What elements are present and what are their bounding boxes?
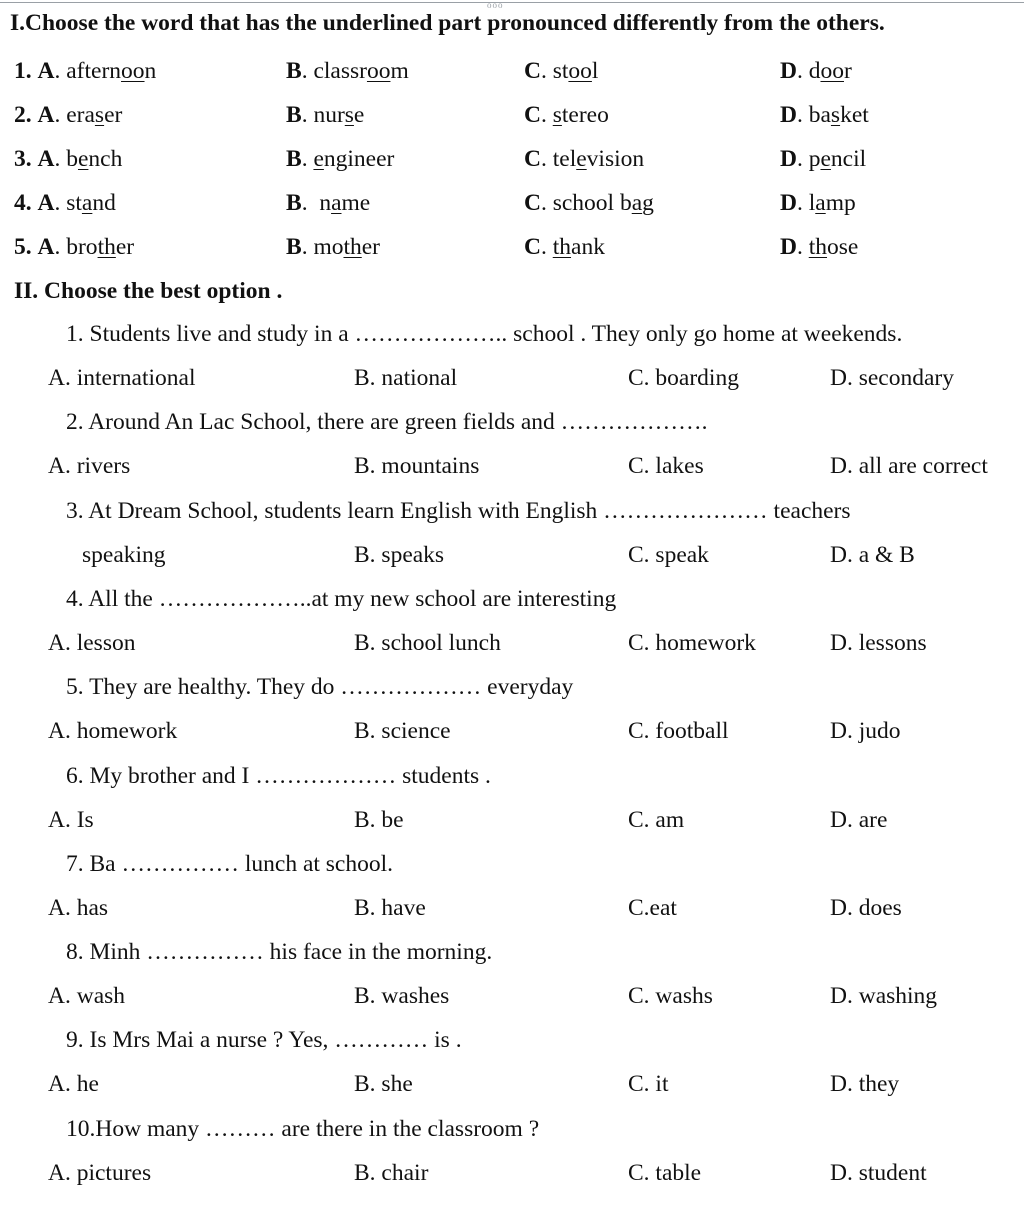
pron-option-c: C. thank bbox=[524, 234, 605, 260]
option: A. Is bbox=[48, 806, 94, 833]
word-part: r bbox=[843, 58, 852, 84]
word-part: m bbox=[390, 58, 409, 84]
option: B. national bbox=[354, 365, 458, 391]
word-part: me bbox=[341, 190, 371, 216]
pron-row bbox=[0, 58, 1024, 88]
word-part: school b bbox=[552, 190, 632, 216]
pron-option-c: C. stereo bbox=[524, 102, 609, 128]
options-row bbox=[0, 895, 1024, 925]
pron-option-a: 5. A. brother bbox=[14, 234, 135, 260]
word-part: nur bbox=[313, 102, 345, 128]
word-part: ket bbox=[840, 102, 869, 128]
word-part: st bbox=[66, 190, 82, 216]
question-10: 10.How many ……… are there in the classroom ? bbox=[66, 1115, 540, 1142]
underlined-part: a bbox=[631, 190, 643, 216]
word-part: l bbox=[808, 190, 816, 216]
option-letter: D bbox=[780, 234, 797, 260]
option-letter: B bbox=[286, 58, 302, 84]
pron-option-a: 3. A. bench bbox=[14, 146, 123, 172]
underlined-part: s bbox=[552, 102, 562, 128]
question-number: 3. bbox=[14, 146, 32, 172]
pron-row bbox=[0, 190, 1024, 220]
option-letter: D bbox=[780, 190, 797, 216]
word-part: tel bbox=[552, 146, 577, 172]
underlined-part: th bbox=[343, 234, 362, 260]
option-letter: B bbox=[286, 190, 302, 216]
pron-option-b: B. name bbox=[286, 190, 371, 216]
word-part: mp bbox=[825, 190, 856, 216]
option-letter: D bbox=[780, 102, 797, 128]
option: A. pictures bbox=[48, 1159, 152, 1186]
option-letter: C bbox=[524, 58, 541, 84]
word-part: l bbox=[591, 58, 599, 84]
option: A. lesson bbox=[48, 629, 136, 656]
underlined-part: s bbox=[830, 102, 841, 128]
pron-option-d: D. pencil bbox=[780, 146, 867, 172]
word-part: ank bbox=[571, 234, 605, 260]
word-part: d bbox=[808, 58, 821, 84]
option-letter: A bbox=[37, 58, 55, 84]
question-4: 4. All the ………………..at my new school are interesting bbox=[66, 585, 617, 612]
word-part: bro bbox=[66, 234, 98, 260]
word-part: aftern bbox=[66, 58, 122, 84]
pron-option-b: B. nurse bbox=[286, 102, 365, 128]
question-number: 5. bbox=[14, 234, 32, 260]
option: C. it bbox=[628, 1071, 669, 1098]
word-part: er bbox=[104, 102, 123, 128]
question-6: 6. My brother and I ……………… students . bbox=[66, 762, 491, 789]
options-row bbox=[0, 1071, 1024, 1101]
word-part: mo bbox=[313, 234, 344, 260]
word-part: n bbox=[313, 190, 332, 216]
option-letter: D bbox=[780, 58, 797, 84]
pron-option-c: C. school bag bbox=[524, 190, 654, 216]
option: C. boarding bbox=[628, 365, 739, 391]
underlined-part: e bbox=[820, 146, 831, 172]
question-3: 3. At Dream School, students learn English with English ………………… teachers bbox=[66, 497, 851, 524]
question-number: 1. bbox=[14, 58, 32, 84]
option: B. mountains bbox=[354, 453, 480, 480]
option-letter: B bbox=[286, 102, 302, 128]
question-7: 7. Ba …………… lunch at school. bbox=[66, 850, 394, 877]
option: C. speak bbox=[628, 541, 709, 568]
question-number: 2. bbox=[14, 102, 32, 128]
option: D. lessons bbox=[830, 629, 927, 656]
options-row bbox=[0, 365, 1024, 395]
word-part: g bbox=[642, 190, 654, 216]
pron-option-b: B. mother bbox=[286, 234, 381, 260]
option: B. school lunch bbox=[354, 629, 501, 656]
option: B. science bbox=[354, 718, 451, 745]
underlined-part: oo bbox=[820, 58, 844, 84]
underlined-part: a bbox=[815, 190, 826, 216]
word-part: ba bbox=[808, 102, 831, 128]
question-9: 9. Is Mrs Mai a nurse ? Yes, ………… is . bbox=[66, 1027, 462, 1054]
option: B. have bbox=[354, 894, 426, 921]
option-letter: D bbox=[780, 146, 797, 172]
option: A. has bbox=[48, 894, 109, 921]
pron-option-d: D. lamp bbox=[780, 190, 856, 216]
option: B. speaks bbox=[354, 541, 445, 568]
pron-option-b: B. engineer bbox=[286, 146, 395, 172]
pron-row bbox=[0, 234, 1024, 264]
underlined-part: th bbox=[552, 234, 572, 260]
underlined-part: th bbox=[97, 234, 116, 260]
option-letter: C bbox=[524, 102, 541, 128]
word-part: ncil bbox=[830, 146, 867, 172]
pron-option-d: D. door bbox=[780, 58, 852, 84]
word-part: er bbox=[361, 234, 381, 260]
underlined-part: a bbox=[81, 190, 93, 216]
option: D. all are correct bbox=[830, 453, 988, 480]
option-letter: A bbox=[37, 190, 55, 216]
pron-option-c: C. stool bbox=[524, 58, 599, 84]
option: C. homework bbox=[628, 629, 756, 656]
option: A. rivers bbox=[48, 453, 131, 480]
underlined-part: s bbox=[344, 102, 354, 128]
header-mark: ooo bbox=[487, 0, 504, 10]
option: A. wash bbox=[48, 983, 126, 1010]
question-5: 5. They are healthy. They do ……………… everyday bbox=[66, 674, 574, 701]
option: A. homework bbox=[48, 718, 178, 745]
options-row bbox=[0, 453, 1024, 483]
options-row bbox=[0, 807, 1024, 837]
option: A. international bbox=[48, 365, 196, 391]
word-part: ngineer bbox=[323, 146, 395, 172]
option-letter: B bbox=[286, 234, 302, 260]
underlined-part: a bbox=[331, 190, 342, 216]
question-2: 2. Around An Lac School, there are green fields and ………………. bbox=[66, 409, 708, 436]
pron-option-c: C. television bbox=[524, 146, 645, 172]
underlined-part: oo bbox=[121, 58, 145, 84]
option: D. a & B bbox=[830, 541, 915, 568]
option: C. washs bbox=[628, 983, 713, 1010]
word-part: st bbox=[552, 58, 569, 84]
option-letter: A bbox=[37, 102, 55, 128]
underlined-part: oo bbox=[366, 58, 391, 84]
option: D. secondary bbox=[830, 365, 954, 391]
pron-option-b: B. classroom bbox=[286, 58, 409, 84]
word-part: nd bbox=[92, 190, 116, 216]
option: D. are bbox=[830, 806, 888, 833]
option: D. does bbox=[830, 894, 902, 921]
option: B. be bbox=[354, 806, 404, 833]
word-part: tereo bbox=[561, 102, 609, 128]
word-part: n bbox=[144, 58, 157, 84]
word-part: er bbox=[115, 234, 135, 260]
option-letter: A bbox=[37, 234, 55, 260]
option: B. washes bbox=[354, 983, 450, 1010]
word-part: ose bbox=[827, 234, 859, 260]
option: D. washing bbox=[830, 983, 938, 1010]
option-letter: C bbox=[524, 190, 541, 216]
word-part: era bbox=[66, 102, 95, 128]
option: C. football bbox=[628, 718, 729, 745]
option: A. he bbox=[48, 1071, 99, 1098]
underlined-part: th bbox=[808, 234, 828, 260]
question-number: 4. bbox=[14, 190, 32, 216]
pron-row bbox=[0, 146, 1024, 176]
underlined-part: e bbox=[313, 146, 324, 172]
option-letter: C bbox=[524, 234, 541, 260]
options-row bbox=[0, 542, 1024, 572]
pron-option-a: 4. A. stand bbox=[14, 190, 116, 216]
pron-option-a: 2. A. eraser bbox=[14, 102, 123, 128]
option: speaking bbox=[82, 541, 166, 568]
pron-option-a: 1. A. afternoon bbox=[14, 58, 157, 84]
options-row bbox=[0, 1160, 1024, 1190]
pron-option-d: D. basket bbox=[780, 102, 869, 128]
underlined-part: e bbox=[576, 146, 587, 172]
option: C.eat bbox=[628, 894, 677, 921]
word-part: nch bbox=[88, 146, 123, 172]
question-8: 8. Minh …………… his face in the morning. bbox=[66, 939, 493, 966]
options-row bbox=[0, 983, 1024, 1013]
option: C. lakes bbox=[628, 453, 704, 480]
question-1: 1. Students live and study in a ……………….. school . They only go home at weekends. bbox=[66, 321, 903, 347]
option-letter: A bbox=[37, 146, 55, 172]
options-row bbox=[0, 718, 1024, 748]
underlined-part: s bbox=[94, 102, 105, 128]
option: B. she bbox=[354, 1071, 413, 1098]
option: C. am bbox=[628, 806, 685, 833]
option: D. judo bbox=[830, 718, 901, 745]
option-letter: B bbox=[286, 146, 302, 172]
section-1-title: I.Choose the word that has the underlined part pronounced differently from the others. bbox=[10, 10, 885, 36]
option: C. table bbox=[628, 1159, 702, 1186]
option: B. chair bbox=[354, 1159, 429, 1186]
section-2-title: II. Choose the best option . bbox=[14, 278, 283, 304]
word-part: e bbox=[353, 102, 365, 128]
underlined-part: e bbox=[77, 146, 89, 172]
word-part: vision bbox=[586, 146, 645, 172]
word-part: b bbox=[66, 146, 78, 172]
option-letter: C bbox=[524, 146, 541, 172]
top-rule bbox=[0, 2, 1024, 3]
option: D. student bbox=[830, 1159, 927, 1186]
pron-row bbox=[0, 102, 1024, 132]
underlined-part: oo bbox=[568, 58, 592, 84]
word-part: classr bbox=[313, 58, 367, 84]
pron-option-d: D. those bbox=[780, 234, 859, 260]
word-part: p bbox=[808, 146, 821, 172]
options-row bbox=[0, 630, 1024, 660]
option: D. they bbox=[830, 1071, 900, 1098]
